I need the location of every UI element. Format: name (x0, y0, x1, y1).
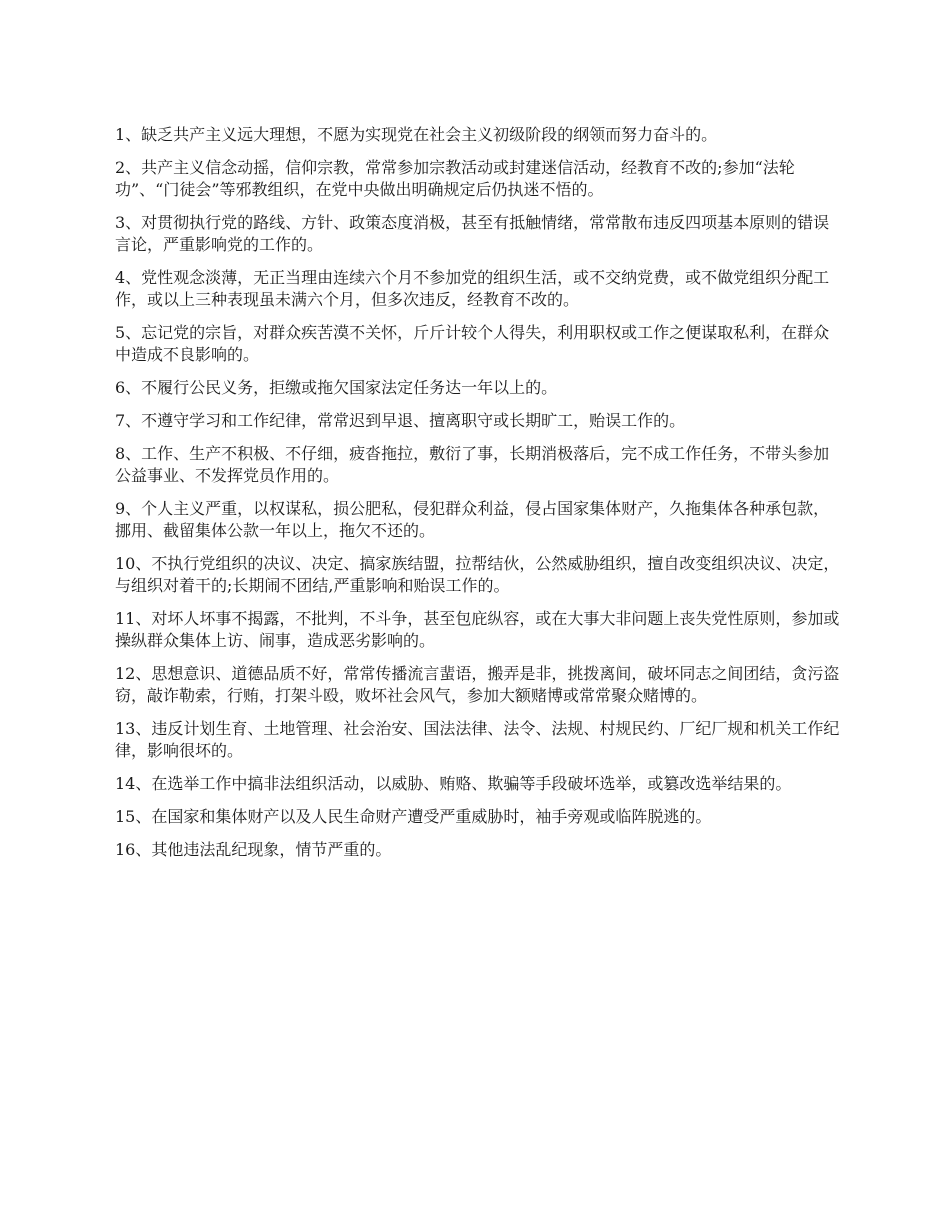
list-item-14: 14、在选举工作中搞非法组织活动，以威胁、贿赂、欺骗等手段破坏选举，或篡改选举结果的。 (115, 774, 792, 793)
list-item-13: 13、违反计划生育、土地管理、社会治安、国法法律、法令、法规、村规民约、厂纪厂规和机关工作纪律，影响很坏的。 (115, 719, 840, 760)
list-item-11: 11、对坏人坏事不揭露，不批判，不斗争，甚至包庇纵容，或在大事大非问题上丧失党性原则，参加或操纵群众集体上访、闹事，造成恶劣影响的。 (115, 609, 840, 650)
list-item-8: 8、工作、生产不积极、不仔细，疲沓拖拉，敷衍了事，长期消极落后，完不成工作任务，不带头参加公益事业、不发挥党员作用的。 (115, 444, 830, 485)
document-body (115, 124, 845, 872)
list-item-5: 5、忘记党的宗旨，对群众疾苦漠不关怀，斤斤计较个人得失，利用职权或工作之便谋取私利，在群众中造成不良影响的。 (115, 323, 830, 364)
list-item-15: 15、在国家和集体财产以及人民生命财产遭受严重威胁时，袖手旁观或临阵脱逃的。 (115, 807, 712, 826)
list-item-10: 10、不执行党组织的决议、决定、搞家族结盟，拉帮结伙，公然威胁组织，擅自改变组织决议、决定，与组织对着干的;长期闹不团结,严重影响和贻误工作的。 (115, 554, 840, 595)
list-item-9: 9、个人主义严重，以权谋私，损公肥私，侵犯群众利益，侵占国家集体财产，久拖集体各种承包款，挪用、截留集体公款一年以上，拖欠不还的。 (115, 499, 830, 540)
list-item-2: 2、共产主义信念动摇，信仰宗教，常常参加宗教活动或封建迷信活动，经教育不改的;参加“法轮功”、“门徒会”等邪教组织，在党中央做出明确规定后仍执迷不悟的。 (115, 158, 795, 199)
list-item-12: 12、思想意识、道德品质不好，常常传播流言蜚语，搬弄是非，挑拨离间，破坏同志之间团结，贪污盗窃，敲诈勒索，行贿，打架斗殴，败坏社会风气，参加大额赌博或常常聚众赌博的。 (115, 664, 840, 705)
list-item-6: 6、不履行公民义务，拒缴或拖欠国家法定任务达一年以上的。 (115, 378, 558, 397)
list-item-7: 7、不遵守学习和工作纪律，常常迟到早退、擅离职守或长期旷工，贻误工作的。 (115, 411, 686, 430)
list-item-4: 4、党性观念淡薄，无正当理由连续六个月不参加党的组织生活，或不交纳党费，或不做党组织分配工作，或以上三种表现虽未满六个月，但多次违反，经教育不改的。 (115, 268, 830, 309)
list-item-16: 16、其他违法乱纪现象，情节严重的。 (115, 840, 392, 859)
list-item-1: 1、缺乏共产主义远大理想，不愿为实现党在社会主义初级阶段的纲领而努力奋斗的。 (115, 125, 718, 144)
list-item-3: 3、对贯彻执行党的路线、方针、政策态度消极，甚至有抵触情绪，常常散布违反四项基本原则的错误言论，严重影响党的工作的。 (115, 213, 830, 254)
